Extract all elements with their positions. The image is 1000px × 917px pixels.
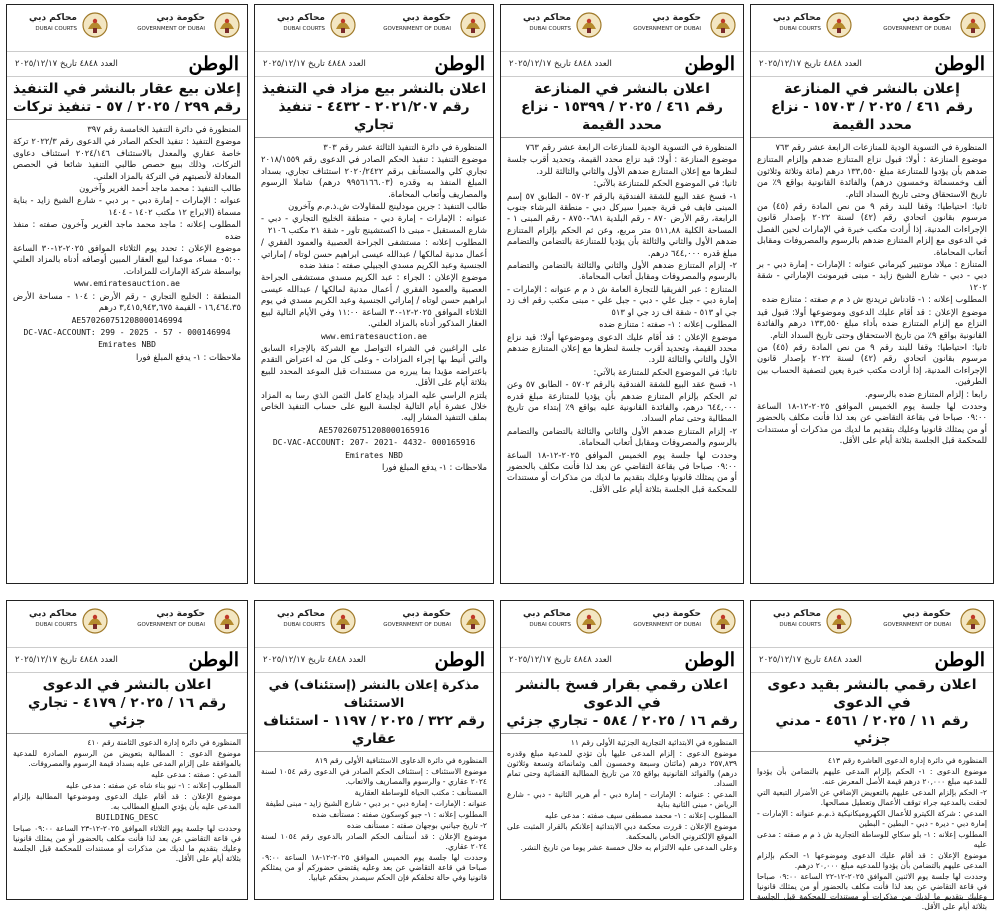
notice-case-number: رقم ١٦ / ٢٠٢٥ / ٥٨٤ - تجاري جزئي: [501, 712, 743, 734]
notice-title: إعلان بالنشر في المنازعة: [784, 81, 960, 97]
gov-name-ar: حكومة دبي: [402, 609, 451, 619]
notice-case-number: رقم ١٦ / ٢٠٢٥ / ٤١٧٩ - تجاري جزئي: [7, 694, 247, 734]
notice-paragraph: المنظورة في التسوية الودية للمنازعات الرابعة عشر رقم ٧٦٣: [525, 142, 737, 152]
gov-name-ar: حكومة دبي: [652, 609, 701, 619]
notice-paragraph: موضوع الإعلان : قد أقام عليك الدعوى وموضوعها المطالبة بإلزام المدعى عليه بأن يؤدي المبلغ المطالب به.: [13, 792, 241, 811]
dubai-emblem-icon: [959, 607, 987, 635]
notice-title: اعلان بالنشر في الدعوى: [42, 677, 212, 693]
notice-paragraph: موضوع الإعلان : قررت محكمة دبي الابتدائية إعلانكم بالقرار المثبت على الموقع الإلكتروني الخاص بالمحكمة.: [507, 822, 737, 841]
newspaper-brand: الوطن: [434, 53, 485, 75]
notice-paragraph: المتنازع : ميلاد مونتيير كيرماني عنوانه : الإمارات - إمارة دبي - بر دبي - دبي - شارع الشيخ زايد - مبنى فيرمونت الإماراتي - شقة ١٢٠٢: [757, 259, 987, 292]
notice-paragraph: ١- فسخ عقد البيع للشقة الفندقية بالرقم ٥٧٠٢ - الطابق ٥٧ وعن ثم الحكم بإلزام المتنازع ضدهم بأن يؤديا للمتنازعة مبلغ قدره ٦٤٤,٠٠٠ درهم، والفائدة القانونية عليه بواقع ٩٪ إبتداء من تاريخ المطالبة وحتى تمام السداد.: [507, 379, 737, 424]
auction-website-link[interactable]: www.emiratesauction.ae: [74, 279, 180, 289]
government-of-dubai-logo: [137, 605, 241, 639]
notice-paragraph: موضوع الإعلان : قد أستأنف الحكم الصادر بالدعوى رقم ١٠٥٤ لسنة ٢٠٢٤ عقاري.: [261, 832, 487, 851]
notice-paragraph: المطلوب إعلانه : ١- نيو بناء شاه عن صفته : مدعى عليه: [65, 781, 241, 790]
notice-paragraph: المطلوب إعلانه : ١- قادناش تريدنج ش ذ م م صفته : متنازع ضده: [761, 294, 987, 305]
courts-name-ar: محاكم دبي: [523, 609, 571, 619]
courts-name-ar: محاكم دبي: [277, 609, 325, 619]
courts-name-en: DUBAI COURTS: [283, 26, 325, 32]
notice-paragraph: موضوع المنازعة : أولا: قبول نزاع المتنازع ضدهم وإلزام المتنازع ضدهم بأن يؤدوا للمتنازعة مبلغ ١٣٣,٥٥٠ درهم (مائة وثلاثة وثلاثون ألف وخمسمائة وخمسون درهم) والفائدة القانونية بواقع ٩٪ من تاريخ الاستحقاق وحتى تاريخ السداد التام.: [757, 154, 987, 199]
notice-paragraph: المنظورة في الابتدائية التجارية الجزئية الأولى رقم ١١: [570, 738, 737, 747]
notice-paragraph: ثانيا: في الموضوع الحكم للمتنازعة بالآتي:: [593, 178, 737, 189]
gov-name-en: GOVERNMENT OF DUBAI: [633, 622, 701, 628]
notice-body: [751, 752, 993, 917]
courts-emblem-icon: [329, 607, 357, 635]
notice-title: اعلان بالنشر بيع مزاد في التنفيذ: [261, 81, 487, 97]
dubai-courts-logo: [13, 605, 109, 639]
issue-date: العدد ٤٨٤٨ تاريخ ٢٠٢٥/١٢/١٧: [759, 59, 862, 69]
notice-paragraph: المطلوب إعلانه : ماجد محمد ماجد الغرير وآخرون صفته : منفذ ضده: [13, 219, 241, 241]
notice-header: [751, 5, 993, 51]
issue-date: العدد ٤٨٤٨ تاريخ ٢٠٢٥/١٢/١٧: [509, 655, 612, 665]
notice-case-number: رقم ١١ / ٢٠٢٥ / ٤٥٦١ - مدني جزئي: [751, 712, 993, 752]
courts-name-ar: محاكم دبي: [773, 609, 821, 619]
notice-title: مذكرة إعلان بالنشر (إستئناف) في الاستئناف: [268, 677, 480, 710]
gov-name-ar: حكومة دبي: [402, 13, 451, 23]
notice-paragraph: طالب التنفيذ : جرين مودلينج للمقاولات ش.ذ.م.م وآخرون: [288, 201, 487, 212]
notice-paragraph: موضوع الدعوى : المطالبة بتعويض من الرسوم الصادرة للمدعية بالموافقة على إلزام المدعى عليه بسداد قيمة الرسوم والمصروفات.: [13, 749, 241, 768]
notice-title: اعلان بالنشر في المنازعة: [534, 81, 710, 97]
notice-paragraph: موضوع الدعوى : إلزام المدعى عليها بأن تؤدي للمدعية مبلغ وقدره ٢٥٧,٨٣٩ درهم (مائتان وسبعة وخمسون ألف وثمانمائة وتسعة وثلاثون درهم) والفوائد القانونية بواقع ٥٪ من تاريخ المطالبة القضائية وحتى تمام السداد.: [507, 749, 737, 788]
notice-8: [6, 600, 248, 900]
notice-paragraph: موضوع الدعوى : ١- الحكم بإلزام المدعى عليهم بالتضامن بأن يؤدوا للمدعيه مبلغ ٢٠,٠٠٠ درهم قيمة الأصل المعرض عنه.: [757, 767, 988, 786]
gov-name-ar: حكومة دبي: [156, 609, 205, 619]
notice-body: [501, 138, 743, 500]
notice-body: [7, 120, 247, 368]
auction-website-link[interactable]: www.emiratesauction.ae: [321, 331, 427, 341]
government-of-dubai-logo: [633, 605, 737, 639]
notice-paragraph: ثانيا: احتياطيا: وقفا للبند رقم ٩ من نص المادة رقم (٤٥) من مرسوم بقانون اتحادي رقم (٤٢) لسنة ٢٠٢٢ بإصدار قانون الإجراءات المدنية، إذا أرادت مكتب خبرة في الإمارات لحين الفصل في الدعوى مع إلزام المتنازع ضدهم بالرسوم والمصروفات ومقابل أتعاب المحاماة.: [757, 201, 987, 257]
notice-paragraph: موضوع التنفيذ : تنفيذ الحكم الصادر في الدعوى رقم ٢٠٢٢/٣ تركة خاصة عقاري والمعدل بالاستئناف ٢٠٢٤/١٤٦ استئناف دعاوى التركات، وذلك ببيع حصص طالبي التنفيذ شائعا في الحصص المعادلة لأنصبتهم في التركة بالمزاد العلني.: [13, 136, 241, 181]
notice-paragraph: المطلوب إعلانه : ١- محمد مصطفى سيف صفته : مدعى عليه: [545, 811, 737, 820]
notice-title: اعلان رقمي بالنشر بقيد دعوى في الدعوى: [767, 677, 977, 711]
notice-header: [7, 601, 247, 647]
notice-paragraph: وحددت لها جلسة يوم الاثنين الموافق ٢٠٢٥-١٢-٢٢ الساعة ٠٩:٠٠ صباحا في قاعة التقاضي عن بعد لذا فأنت مكلف بالحضور أو من يمثلك قانونيا وعليك بتقديم ما لديك من مذكرات أو مستندات للمحكمة قبل الجلسة بثلاثة أيام على الأقل.: [757, 872, 987, 911]
bank-name: Emirates NBD: [345, 450, 403, 460]
brand-bar: [501, 647, 743, 673]
notice-paragraph: ٢- الحكم بإلزام المدعى عليهم بالتعويض الإضافي عن الأضرار التبعية التي لحقت بالمدعيه جراء توقف الأعمال وتعطيل مصالحها.: [757, 788, 987, 807]
account-number: DC-VAC-ACCOUNT: 299 - 2025 - 57 - 000146994: [23, 327, 231, 337]
gov-name-en: GOVERNMENT OF DUBAI: [137, 26, 205, 32]
courts-name-en: DUBAI COURTS: [529, 26, 571, 32]
notice-paragraph: المنظورة في دائرة التنفيذ الخامسة رقم ٣٩٧: [87, 124, 241, 134]
courts-emblem-icon: [575, 11, 603, 39]
issue-date: العدد ٤٨٤٨ تاريخ ٢٠٢٥/١٢/١٧: [759, 655, 862, 665]
notice-paragraph: عنوانه : الإمارات - إمارة دبي - بر دبي - شارع الشيخ زايد - مبنى لطيفة: [265, 799, 487, 808]
brand-bar: [7, 51, 247, 77]
notice-paragraph: ملاحظات : ١- يدفع المبلغ فورا: [135, 351, 241, 362]
notice-title: إعلان بيع عقار بالنشر في التنفيذ: [13, 81, 241, 97]
notice-2: [500, 4, 744, 584]
notice-paragraph: موضوع الإعلان : قد أقام عليك الدعوى وموضوعها ١- الحكم بإلزام المدعى عليهم بالتضامن بأن يؤدوا للمدعيه مبلغ ٢٠,٠٠٠ درهم.: [757, 851, 987, 870]
gov-name-ar: حكومة دبي: [652, 13, 701, 23]
newspaper-brand: الوطن: [934, 649, 985, 671]
notice-paragraph: على الراغبين في الشراء التواصل مع الشركة بالإجراء السابق والتي أنيط بها إجراء المزادات - وعلى كل من له اعتراض التقدم باعتراضه مؤيدا بما يبرره من مستندات قبل الموعد المحدد للبيع بثلاثة أيام على الأقل.: [261, 342, 487, 388]
gov-name-en: GOVERNMENT OF DUBAI: [883, 26, 951, 32]
gov-name-ar: حكومة دبي: [902, 609, 951, 619]
gov-name-en: GOVERNMENT OF DUBAI: [883, 622, 951, 628]
notice-paragraph: موضوع الإعلان : الجراء : عبد الكريم مسدي مستشفى الجراحة العصبية والعمود الفقري / أعمال مدنية لمالكها / عبدالله عيسى ابراهيم حسن لوتاه / إماراتي الجنسية وعبد الكريم مسدي في يوم الثلاثاء الموافق ٢٠٢٥-١٢-٣٠ الساعة ١١:٠٠ وفي الأيام التالية لبيع العقار المذكور أدناه بالمزاد العلني.: [261, 272, 487, 329]
newspaper-brand: الوطن: [188, 649, 239, 671]
notice-paragraph: رابعا : إلزام المتنازع ضده بالرسوم.: [865, 388, 987, 399]
newspaper-brand: الوطن: [684, 53, 735, 75]
government-of-dubai-logo: [383, 9, 487, 43]
gov-name-en: GOVERNMENT OF DUBAI: [633, 26, 701, 32]
notice-paragraph: طالب التنفيذ : محمد ماجد أحمد الغرير وآخرون: [79, 183, 241, 194]
issue-date: العدد ٤٨٤٨ تاريخ ٢٠٢٥/١٢/١٧: [263, 59, 366, 69]
notice-7: [254, 600, 494, 900]
brand-bar: [751, 647, 993, 673]
notice-header: [501, 5, 743, 51]
notice-case-number: رقم ٢٠٢١/٢٠٧ - ٤٤٣٢ - تنفيذ تجاري: [255, 98, 493, 138]
notice-paragraph: ٢- تاريخ جيانبي بوجهان صفته : مستأنف ضده: [346, 821, 487, 830]
courts-name-ar: محاكم دبي: [29, 609, 77, 619]
courts-name-en: DUBAI COURTS: [779, 622, 821, 628]
newspaper-brand: الوطن: [188, 53, 239, 75]
dubai-courts-logo: [757, 9, 853, 43]
courts-emblem-icon: [825, 11, 853, 39]
notice-paragraph: عنوانه : الإمارات - إمارة دبي - منطقة الخليج التجاري - دبي - شارع المستقبل - مبنى ذا اكستشينج تاور - شقة ٢١ مكتب ٢١٠٦: [261, 213, 487, 235]
notice-paragraph: المطلوب إعلانه : ١- صفته : متنازع ضده: [599, 319, 737, 330]
dubai-emblem-icon: [459, 11, 487, 39]
iban-number: AE570260751208000165916: [318, 425, 430, 435]
gov-name-en: GOVERNMENT OF DUBAI: [383, 622, 451, 628]
dubai-courts-logo: [261, 9, 357, 43]
notice-paragraph: ثانيا: في الموضوع الحكم للمتنازعة بالآتي:: [593, 366, 737, 377]
notice-paragraph: وحددت لها جلسة يوم الثلاثاء الموافق ٢٠٢٥-١٢-٢٣ الساعة ٠٩:٠٠ صباحا في قاعة التقاضي عن بعد لذا فأنت مكلف بالحضور أو من يمثلك قانونيا وعليك بتقديم ما لديك من مذكرات أو مستندات للمحكمة قبل الجلسة بثلاثة أيام على الأقل.: [13, 824, 241, 863]
notice-paragraph: ١- فسخ عقد البيع للشقة الفندقية بالرقم ٥٧٠٢ - الطابق ٥٧ إسم المبنى فايف في قرية جميرا سيركل دبي - منطقة البرشاء جنوب الرابعة، رقم الأرض ٨٧٠ - رقم البلدية ٦٨١-٨٧٥٠ - رقم المبنى ١ - المساحة الكلية ٥١١,٨٨ متر مربع، وعن ثم الحكم بإلزام المتنازع ضدهم الأول والثاني والثالثة بأن يؤديا للمتنازعة بالتضامن والتضامم مبلغ قدره ٦٤٤,٠٠٠ درهم.: [507, 190, 738, 258]
notice-body: [751, 138, 993, 452]
gov-name-en: GOVERNMENT OF DUBAI: [383, 26, 451, 32]
government-of-dubai-logo: [633, 9, 737, 43]
courts-name-ar: محاكم دبي: [523, 13, 571, 23]
notice-case-number: رقم ٤٦١ / ٢٠٢٥ / ١٥٧٠٣ - نزاع محدد القيمة: [751, 98, 993, 138]
dubai-emblem-icon: [213, 11, 241, 39]
courts-emblem-icon: [575, 607, 603, 635]
courts-name-ar: محاكم دبي: [277, 13, 325, 23]
notice-4: [6, 4, 248, 584]
notice-paragraph: المنطقة : الخليج التجاري - رقم الأرض : ١٠٤ - مساحة الأرض ١٦,٤٦٤.٣٥ - القيمة ٣,٤١٥,٩٤٣,٦٧٥ درهم: [13, 290, 242, 313]
dubai-emblem-icon: [709, 11, 737, 39]
notice-paragraph: ٢- إلزام المتنازع ضدهم الأول والثاني والثالثة بالتضامن والتضامم بالرسوم والمصروفات ومقابل أتعاب المحاماة.: [507, 260, 737, 282]
notice-header: [255, 5, 493, 51]
notice-paragraph: موضوع الإعلان : قد أقام عليك الدعوى وموضوعها أولا: قبول قيد النزاع مع إلزام المتنازع ضده بأداء مبلغ ١٣٣,٥٥٠ درهم والفائدة القانونية بواقع ٩٪ من تاريخ الاستحقاق وحتى تاريخ السداد التام.: [757, 306, 988, 340]
issue-date: العدد ٤٨٤٨ تاريخ ٢٠٢٥/١٢/١٧: [263, 655, 366, 665]
dubai-courts-logo: [13, 9, 109, 43]
newspaper-brand: الوطن: [684, 649, 735, 671]
issue-date: العدد ٤٨٤٨ تاريخ ٢٠٢٥/١٢/١٧: [15, 655, 118, 665]
dubai-emblem-icon: [213, 607, 241, 635]
dubai-emblem-icon: [459, 607, 487, 635]
notice-paragraph: موضوع الإعلان : تحدد يوم الثلاثاء الموافق ٢٠٢٥-١٢-٣٠ الساعة ٠٥:٠٠ مساء، موعدا لبيع العقار المبين أوصافه أدناه بالمزاد العلني بواسطة شركة الإمارات للمزادات.: [13, 243, 241, 276]
notice-header: [255, 601, 493, 647]
notice-paragraph: يلتزم الراسي عليه المزاد بإيداع كامل الثمن الذي رسا به المزاد خلال عشرة أيام التالية لجلسة البيع على حساب التنفيذ الخاص بملف التنفيذ المشار إليه.: [261, 389, 487, 423]
notice-paragraph: وحددت لها جلسة يوم الخميس الموافق ٢٠٢٥-١٢-١٨ الساعة ٠٩:٠٠ صباحا في بقاعة التقاضي عن بعد لذا فأنت مكلف بالحضور أو من يمثلك قانونيا وعليك بتقديم ما لديك من مذكرات أو مستندات للمحكمة قبل الجلسة بثلاثة أيام على الأقل.: [757, 400, 987, 446]
notice-paragraph: المطلوب إعلانه : ١- بلو سكاي للوساطة التجارية ش ذ م م صفته : مدعى عليه: [757, 830, 987, 849]
notice-6: [500, 600, 744, 900]
notice-paragraph: المستأنف : مكتب الحياة للوساطة العقارية: [354, 788, 487, 797]
dubai-emblem-icon: [709, 607, 737, 635]
courts-name-en: DUBAI COURTS: [529, 622, 571, 628]
issue-date: العدد ٤٨٤٨ تاريخ ٢٠٢٥/١٢/١٧: [509, 59, 612, 69]
notice-1: [750, 4, 994, 584]
dubai-courts-logo: [757, 605, 853, 639]
bank-name: Emirates NBD: [98, 340, 156, 350]
brand-bar: [255, 647, 493, 673]
notice-paragraph: المنظورة في التسوية الودية للمنازعات الرابعة عشر رقم ٧٦٣: [775, 142, 987, 152]
notice-paragraph: ثانيا: احتياطيا: وقفا للبند رقم ٩ من نص المادة رقم (٤٥) من مرسوم بقانون اتحادي رقم (٤٢) لسنة ٢٠٢٢ بإصدار قانون الإجراءات المدنية، إذا أرادت مكتب خبرة يعين لتصفية الحساب بين الطرفين.: [757, 341, 987, 387]
notice-paragraph: المنظورة في دائرة إدارة الدعوى العاشرة رقم ٤١٣: [827, 756, 987, 765]
dubai-courts-logo: [507, 9, 603, 43]
notice-case-number: رقم ٤٦١ / ٢٠٢٥ / ١٥٣٩٩ - نزاع محدد القيمة: [501, 98, 743, 138]
courts-name-ar: محاكم دبي: [773, 13, 821, 23]
notice-3: [254, 4, 494, 584]
notice-header: [751, 601, 993, 647]
dubai-courts-logo: [507, 605, 603, 639]
notice-case-number: رقم ٣٢٢ / ٢٠٢٥ / ١١٩٧ - استئناف عقاري: [255, 712, 493, 752]
gov-name-ar: حكومة دبي: [156, 13, 205, 23]
notice-paragraph: ٢- إلزام المتنازع ضدهم الأول والثاني والثالثة بالتضامن والتضامم بالرسوم والمصروفات ومقابل أتعاب المحاماة.: [507, 425, 737, 448]
gov-name-en: GOVERNMENT OF DUBAI: [137, 622, 205, 628]
government-of-dubai-logo: [883, 605, 987, 639]
government-of-dubai-logo: [137, 9, 241, 43]
notice-paragraph: وحددت لها جلسة يوم الخميس الموافق ٢٠٢٥-١٢-١٨ الساعة ٠٩:٠٠ صباحا في قاعة التقاضي عن بعد وعليه يقتضي حضوركم أو من يمثلكم قانونيا وفي حالة تخلفكم فإن الحكم سيصدر بحقكم غيابيا.: [261, 853, 487, 882]
newspaper-brand: الوطن: [434, 649, 485, 671]
courts-name-en: DUBAI COURTS: [283, 622, 325, 628]
notice-paragraph: المدعي : شركة الكيترو للأعمال الكهروميكانيكية ذ.م.م عنوانه : الإمارات - إمارة دبي - ديرة - دبي - البطين - البطين: [757, 809, 987, 828]
dubai-emblem-icon: [959, 11, 987, 39]
notice-paragraph: المنظورة في دائرة الدعاوى الاستئنافية الأولى رقم ٨١٩: [315, 756, 487, 765]
notice-header: [7, 5, 247, 51]
notice-paragraph: عنوانه : الإمارات - إمارة دبي - بر دبي - شارع الشيخ زايد - بناية مسماة (الابراج ١٢ مكتب ١٤٠٢ - ١٤٠٤: [13, 195, 241, 217]
notice-paragraph: المنظورة في دائرة التنفيذ الثالثة عشر رقم ٣٠٣: [323, 142, 487, 152]
notice-paragraph: موضوع التنفيذ : تنفيذ الحكم الصادر في الدعوى رقم ٢٠١٨/١٥٥٩ تجاري كلي والمستأنف برقم ٢٠٢٠/٢٤٢٢ استئناف تجاري، بسداد المبلغ المنفذ به وقدره (٩٩٥٦١٦٦.٠٣ درهم) شاملا الرسوم والمصاريف وأتعاب المحاماة.: [261, 154, 487, 199]
brand-bar: [501, 51, 743, 77]
brand-bar: [751, 51, 993, 77]
notice-paragraph: موضوع الاستئناف : إستئناف الحكم الصادر في الدعوى رقم ١٠٥٤ لسنة ٢٠٢٤ عقاري - والرسوم والمصاريف والاتعاب.: [261, 767, 487, 786]
courts-name-en: DUBAI COURTS: [779, 26, 821, 32]
account-number: DC-VAC-ACCOUNT: 207- 2021- 4432- 000165916: [272, 438, 476, 448]
government-of-dubai-logo: [383, 605, 487, 639]
notice-paragraph: موضوع الإعلان : قد أقام عليك الدعوى وموضوعها أولا: قيد نزاع محدد القيمة، وتحديد أقرب جلسة لنظرها مع إعلان المتنازع ضدهم الأول والثاني والثالثة للرد.: [507, 331, 737, 365]
iban-number: AE570260751208000146994: [71, 315, 183, 325]
courts-name-ar: محاكم دبي: [29, 13, 77, 23]
courts-name-en: DUBAI COURTS: [35, 26, 77, 32]
notice-paragraph: ملاحظات : ١- يدفع المبلغ فورا: [381, 461, 487, 472]
notice-header: [501, 601, 743, 647]
notice-paragraph: المدعي : صفته : مدعى عليه: [151, 770, 241, 779]
notice-body: [255, 138, 493, 478]
building-desc-code: BUILDING_DESC: [95, 813, 159, 822]
notice-case-number: رقم ٢٩٩ / ٢٠٢٥ / ٥٧ - تنفيذ تركات: [7, 98, 247, 120]
government-of-dubai-logo: [883, 9, 987, 43]
notice-paragraph: موضوع المنازعة : أولا: قيد نزاع محدد القيمة، وتحديد أقرب جلسة لنظرها مع إعلان المتنازع ضدهم الأول والثاني والثالثة للرد.: [507, 154, 737, 176]
notice-paragraph: المطلوب إعلانه : ١- جيو كوسكون صفته : مستأنف ضده: [312, 810, 487, 819]
courts-emblem-icon: [81, 11, 109, 39]
courts-emblem-icon: [81, 607, 109, 635]
courts-emblem-icon: [329, 11, 357, 39]
brand-bar: [7, 647, 247, 673]
notice-paragraph: المطلوب إعلانه : مستشفى الجراحة العصبية والعمود الفقري / أعمال مدنية لمالكها / عبدالله عيسى ابراهيم حسن لوتاه / إماراتي الجنسية وعبد الكريم مسدي الجبيلي صفته : منفذ ضده: [261, 237, 487, 271]
dubai-courts-logo: [261, 605, 357, 639]
newspaper-brand: الوطن: [934, 53, 985, 75]
issue-date: العدد ٤٨٤٨ تاريخ ٢٠٢٥/١٢/١٧: [15, 59, 118, 69]
notice-body: [255, 752, 493, 888]
notice-paragraph: المنظورة في دائرة إدارة الدعوى الثامنة رقم ٤١٠: [87, 738, 241, 747]
notice-title: اعلان رقمي بقرار فسخ بالنشر في الدعوى: [515, 677, 729, 711]
notice-paragraph: المتنازع : عبر الفريقيا للتجارة العامة ش ذ م م عنوانه : الإمارات - إمارة دبي - جبل علي - دبي - جبل علي - مبنى مكتب رقم اف زد جي او ٥١٣ - شقة اف زد جي او ٥١٣: [507, 283, 737, 317]
notice-paragraph: المدعي : عنوانه : الإمارات - إمارة دبي - أم هرير الثانية - دبي - شارع الرياض - مبنى الثانية بناية: [507, 790, 737, 809]
notice-body: [501, 734, 743, 858]
brand-bar: [255, 51, 493, 77]
notice-5: [750, 600, 994, 911]
courts-name-en: DUBAI COURTS: [35, 622, 77, 628]
notice-paragraph: وحددت لها جلسة يوم الخميس الموافق ٢٠٢٥-١٢-١٨ الساعة ٠٩:٠٠ صباحا في بقاعة التقاضي عن بعد لذا فأنت مكلف بالحضور أو من يمثلك قانونيا وعليك بتقديم ما لديك من مذكرات أو مستندات للمحكمة قبل الجلسة بثلاثة أيام على الأقل.: [507, 449, 737, 494]
gov-name-ar: حكومة دبي: [902, 13, 951, 23]
notice-body: [7, 734, 247, 869]
notice-paragraph: وعلى المدعى عليه الالتزام به خلال خمسة عشر يوما من تاريخ النشر.: [520, 843, 737, 852]
courts-emblem-icon: [825, 607, 853, 635]
